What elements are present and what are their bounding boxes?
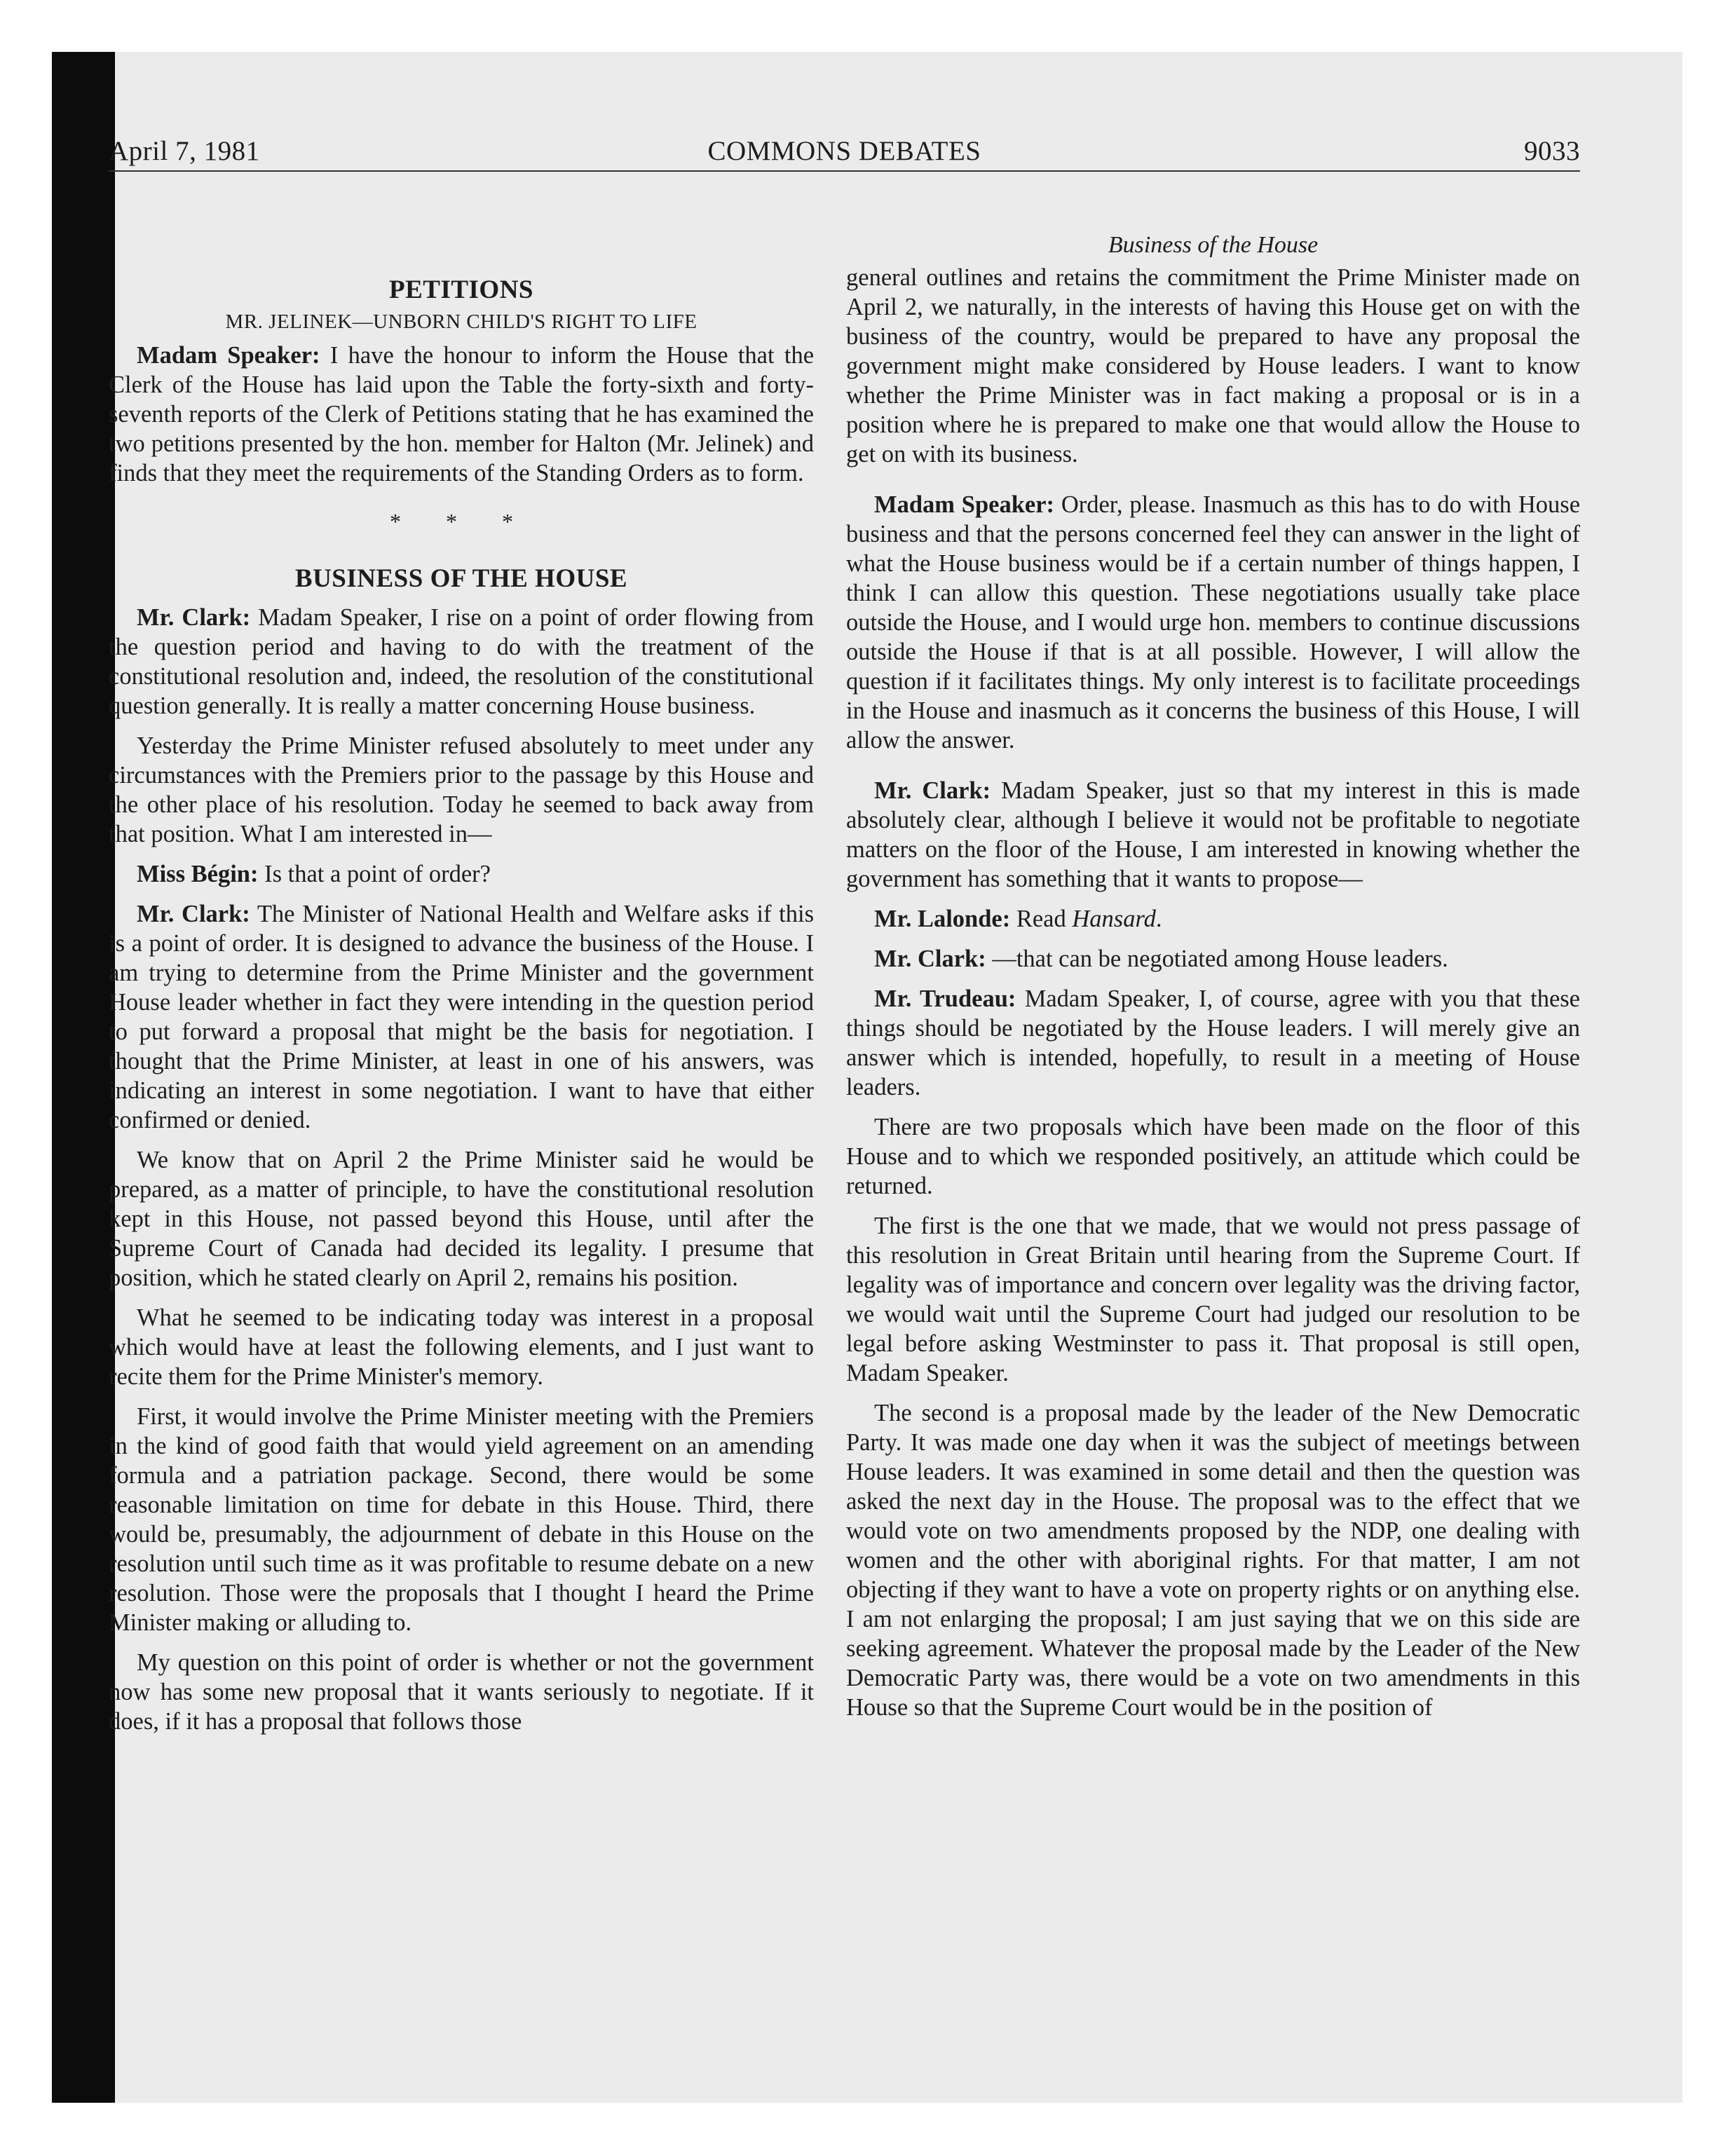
paragraph-text: Madam Speaker, I rise on a point of order flowing from the question period and having to do with the treatment of the constitutional resolution and, indeed, the resolution of the constitutional question generally. It is really a matter concerning House business. [109,604,815,719]
paragraph [109,899,814,1135]
speaker-name: Miss Bégin: [137,861,259,887]
paragraph-text: Order, please. Inasmuch as this has to do with House business and that the persons concerned feel they can answer in the light of what the House business would be if a certain number of things happen, I think I can allow this question. These negotiations usually take place outside the House, and I would urge hon. members to continue discussions outside the House if that is at all possible. However, I will allow the question if it facilitates things. My only interest is to facilitate proceedings in the House and inasmuch as it concerns the business of this House, I will allow the answer. [846,491,1581,753]
paragraph-text: My question on this point of order is whether or not the government now has some new proposal that it wants seriously to negotiate. If it does, if it has a proposal that follows those [109,1649,814,1735]
paragraph [846,944,1580,974]
paragraph [109,1145,814,1292]
paragraph [846,263,1580,469]
paragraph [846,984,1580,1102]
paragraph-text: —that can be negotiated among House leaders. [992,946,1448,972]
speaker-name: Mr. Clark: [874,946,986,972]
scan-edge-shadow [52,52,115,2103]
paragraph-text: The Minister of National Health and Welfare asks if this is a point of order. It is designed to advance the business of the House. I am trying to determine from the Prime Minister and the government House leader whether in fact they were intending in the question period to put forward a proposal that might be the basis for negotiation. I thought that the Prime Minister, at least in one of his answers, was indicating an interest in some negotiation. I want to have that either confirmed or denied. [109,901,814,1133]
paragraph-text: The second is a proposal made by the leader of the New Democratic Party. It was made one day when it was the subject of meetings between House leaders. It was examined in some detail and then the question was asked the next day in the House. The proposal was to the effect that we would vote on two amendments proposed by the NDP, one dealing with women and the other with aboriginal rights. For that matter, I am not objecting if they want to have a vote on property rights or on anything else. I am not enlarging the proposal; I am just saying that we on this side are seeking agreement. Whatever the proposal made by the Leader of the New Democratic Party was, there would be a vote on two amendments in this House so that the Supreme Court would be in the position of [846,1400,1580,1721]
paragraph [109,603,814,721]
paragraph [846,904,1580,934]
paragraph [846,490,1580,755]
page-header [109,132,1580,172]
paragraph [109,1402,814,1637]
paragraph-text: There are two proposals which have been made on the floor of this House and to which we responded positively, an attitude which could be returned. [846,1114,1580,1199]
left-column [109,188,814,1747]
speaker-name: Madam Speaker: [874,491,1055,518]
paragraph-text: We know that on April 2 the Prime Minister said he would be prepared, as a matter of principle, to have the constitutional resolution kept in this House, not passed beyond this House, until after the Supreme Court of Canada had decided its legality. I presume that position, which he stated clearly on April 2, remains his position. [109,1147,814,1291]
speaker-name: Mr. Clark: [137,604,251,631]
petitions-subheading: MR. JELINEK—UNBORN CHILD'S RIGHT TO LIFE [225,311,698,333]
paragraph [109,1303,814,1391]
paragraph [109,731,814,849]
speaker-name: Mr. Clark: [874,777,991,804]
paragraph-end: . [1155,906,1162,932]
speaker-name: Mr. Clark: [137,901,250,927]
right-column [846,188,1580,1733]
paragraph-text: Is that a point of order? [264,861,491,887]
paragraph-text: First, it would involve the Prime Minister meeting with the Premiers in the kind of good faith that would yield agreement on an amending formula and a patriation package. Second, there would be some reasonable limitation on time for debate in this House. Third, there would be, presumably, the adjournment of debate in this House on the resolution until such time as it was profitable to resume debate on a new resolution. Those were the proposals that I thought I heard the Prime Minister making or alluding to. [109,1403,814,1636]
section-separator: * * * [390,509,533,534]
paragraph-text: The first is the one that we made, that we would not press passage of this resolution in Great Britain until hearing from the Supreme Court. If legality was of importance and concern over legality was the driving factor, we would wait until the Supreme Court had judged our resolution to be legal before asking Westminster to pass it. That proposal is still open, Madam Speaker. [846,1213,1580,1386]
header-date: April 7, 1981 [109,136,260,166]
paragraph [846,1398,1580,1722]
speaker-name: Mr. Lalonde: [874,906,1011,932]
header-title: COMMONS DEBATES [707,136,981,166]
paragraph-text: What he seemed to be indicating today was interest in a proposal which would have at least the following elements, and I just want to recite them for the Prime Minister's memory. [109,1304,814,1390]
business-heading: BUSINESS OF THE HOUSE [294,564,628,593]
paragraph-text: I have the honour to inform the House that the Clerk of the House has laid upon the Table the forty-sixth and forty-seventh reports of the Clerk of Petitions stating that he has examined the two petitions presented by the hon. member for Halton (Mr. Jelinek) and finds that they meet the requirements of the Standing Orders as to form. [109,342,815,486]
paragraph-text: general outlines and retains the commitment the Prime Minister made on April 2, we naturally, in the interests of having this House get on with the business of the country, would be prepared to have any proposal the government might make considered by House leaders. I want to know whether the Prime Minister was in fact making a proposal or is in a position where he is prepared to make one that would allow the House to get on with its business. [846,264,1580,468]
paragraph-text: Yesterday the Prime Minister refused absolutely to meet under any circumstances with the Premiers prior to the passage by this House and the other place of his resolution. Today he seemed to back away from that position. What I am interested in— [109,732,814,847]
paragraph [846,776,1580,894]
paragraph [109,341,814,488]
paragraph [109,859,814,889]
paragraph-text: Read [1016,906,1066,932]
paragraph [109,1648,814,1736]
running-head: Business of the House [1108,232,1319,258]
speaker-name: Mr. Trudeau: [874,985,1016,1012]
header-page-number: 9033 [1524,136,1580,166]
paragraph [846,1211,1580,1388]
hansard-italic: Hansard [1072,906,1156,932]
paragraph-text: Madam Speaker, I, of course, agree with you that these things should be negotiated by the House leaders. I will merely give an answer which is intended, hopefully, to result in a meeting of House leaders. [846,985,1580,1100]
paragraph [846,1112,1580,1201]
paragraph-text: Madam Speaker, just so that my interest in this is made absolutely clear, although I believe it would not be profitable to negotiate matters on the floor of the House, I am interested in knowing whether the government has something that it wants to propose— [846,777,1580,892]
petitions-heading: PETITIONS [388,275,533,304]
speaker-name: Madam Speaker: [137,342,320,369]
